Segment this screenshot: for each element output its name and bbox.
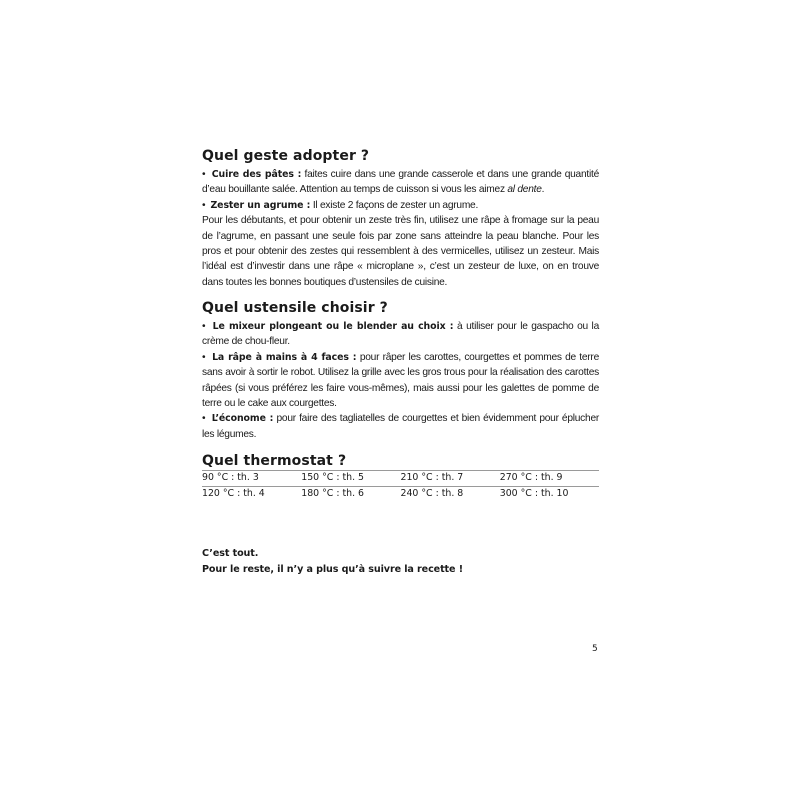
closing-line-1: C’est tout. xyxy=(202,548,259,559)
section-gestures xyxy=(202,148,599,290)
closing-line-2: Pour le reste, il n’y a plus qu’à suivre la recette ! xyxy=(202,564,463,575)
gesture-item-pasta: • Cuire des pâtes : faites cuire dans une grande casserole et dans une grande quantité d’eau bouillante salée. Attention au temps de cuisson si vous les aimez al dente. xyxy=(202,169,599,196)
table-row xyxy=(202,486,599,501)
thermostat-table xyxy=(202,470,599,501)
table-cell: 210 °C : th. 7 xyxy=(401,471,500,487)
table-cell: 180 °C : th. 6 xyxy=(301,487,365,499)
section-title-gestures: Quel geste adopter ? xyxy=(202,148,370,164)
utensil-item-grater: • La râpe à mains à 4 faces : pour râper les carottes, courgettes et pommes de terre sans avoir à sortir le robot. Utilisez la grille avec les gros trous pour la réalisation des carottes râpées (si vous préférez les faire vous-mêmes), mais aussi pour les galettes de pomme de terre ou le cake aux courgettes. xyxy=(202,351,599,410)
section-thermostat xyxy=(202,453,599,501)
gesture-zest-paragraph: Pour les débutants, et pour obtenir un zeste très fin, utilisez une râpe à fromage sur la peau de l’agrume, en passant une seule fois par zone sans atteindre la peau blanche. Pour les pros et pour obtenir des zestes qui ressemblent à des vermicelles, utilisez un zesteur. Mais l’idéal est d’investir dans une râpe « microplane », c’est un zesteur de luxe, on en trouve dans toutes les bonnes boutiques d’ustensiles de cuisine. xyxy=(202,215,599,288)
gesture-item-zest: • Zester un agrume : Il existe 2 façons de zester un agrume. xyxy=(202,199,479,211)
table-cell: 150 °C : th. 5 xyxy=(301,471,400,487)
table-row xyxy=(202,471,599,487)
gesture-label-zest: Zester un agrume : xyxy=(210,199,311,211)
table-cell: 120 °C : th. 4 xyxy=(202,487,265,499)
table-cell: 300 °C : th. 10 xyxy=(499,487,569,499)
section-title-utensils: Quel ustensile choisir ? xyxy=(202,300,388,316)
utensil-item-blender: • Le mixeur plongeant ou le blender au choix : à utiliser pour le gaspacho ou la crème de chou-fleur. xyxy=(202,321,599,348)
section-utensils xyxy=(202,300,599,442)
closing-note xyxy=(202,546,599,578)
utensil-item-peeler: • L’économe : pour faire des tagliatelles de courgettes et bien évidemment pour éplucher les légumes. xyxy=(202,413,600,440)
table-cell: 90 °C : th. 3 xyxy=(202,471,301,487)
table-cell: 270 °C : th. 9 xyxy=(500,471,599,487)
gesture-label-pasta: Cuire des pâtes : xyxy=(211,169,302,180)
utensil-label-grater: La râpe à mains à 4 faces : xyxy=(212,351,357,363)
section-title-thermostat: Quel thermostat ? xyxy=(202,453,347,469)
page-number: 5 xyxy=(592,644,598,654)
utensil-label-blender: Le mixeur plongeant ou le blender au choix : xyxy=(212,321,454,332)
table-cell: 240 °C : th. 8 xyxy=(400,487,464,499)
utensil-label-peeler: L’économe : xyxy=(211,413,274,425)
